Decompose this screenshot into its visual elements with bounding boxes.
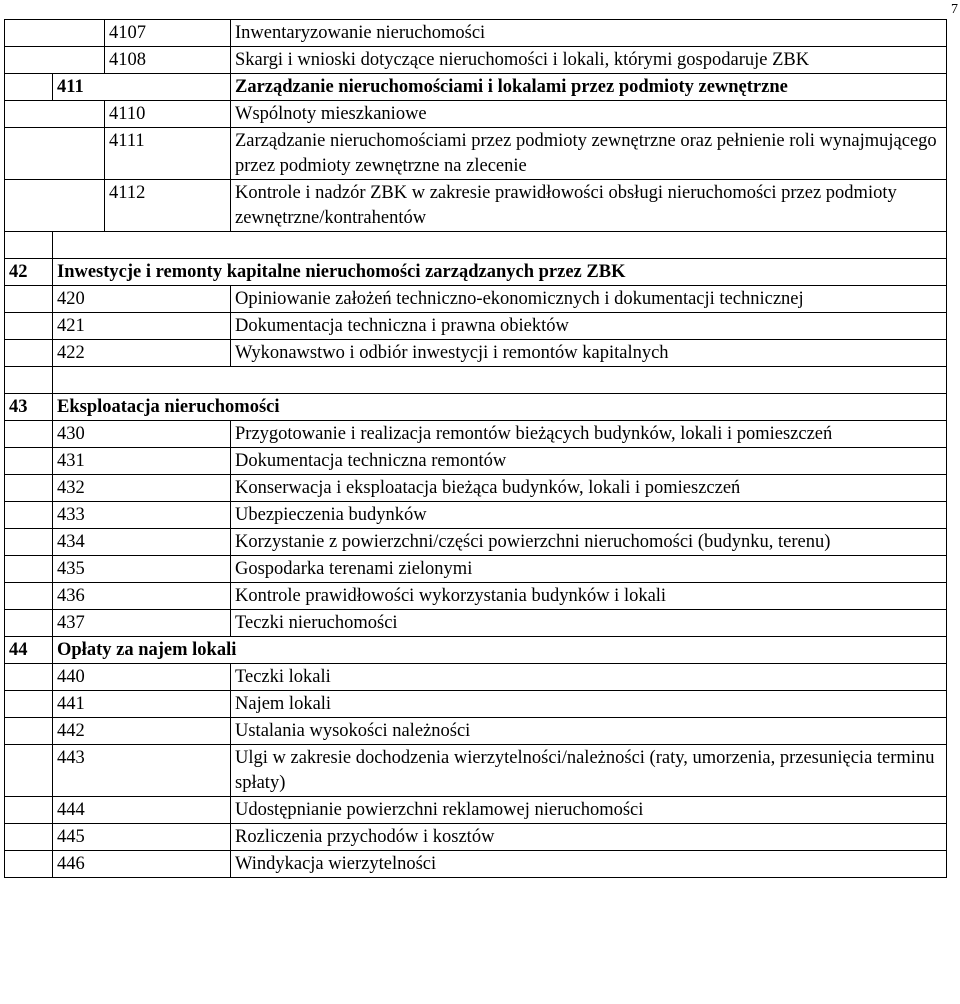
empty-cell (5, 232, 53, 259)
description-cell: Kontrole i nadzór ZBK w zakresie prawidłowości obsługi nieruchomości przez podmioty zewnętrzne/kontrahentów (231, 180, 947, 232)
table-row (5, 502, 947, 529)
code-cell: 4108 (105, 47, 231, 74)
code-cell: 437 (53, 610, 231, 637)
empty-cell (5, 610, 53, 637)
table-row (5, 394, 947, 421)
code-cell: 441 (53, 691, 231, 718)
table-row (5, 718, 947, 745)
description-cell: Ubezpieczenia budynków (231, 502, 947, 529)
table-row (5, 556, 947, 583)
table-row (5, 421, 947, 448)
table-row (5, 47, 947, 74)
description-cell: Wspólnoty mieszkaniowe (231, 101, 947, 128)
description-cell: Opiniowanie założeń techniczno-ekonomicznych i dokumentacji technicznej (231, 286, 947, 313)
description-cell: Gospodarka terenami zielonymi (231, 556, 947, 583)
code-cell: 431 (53, 448, 231, 475)
description-cell: Wykonawstwo i odbiór inwestycji i remontów kapitalnych (231, 340, 947, 367)
code-cell: 421 (53, 313, 231, 340)
empty-cell (5, 745, 53, 797)
empty-cell (5, 421, 53, 448)
table-row (5, 824, 947, 851)
table-row (5, 20, 947, 47)
code-cell: 422 (53, 340, 231, 367)
table-row (5, 448, 947, 475)
description-cell: Udostępnianie powierzchni reklamowej nieruchomości (231, 797, 947, 824)
empty-cell (5, 286, 53, 313)
empty-cell (5, 851, 53, 878)
table-row (5, 128, 947, 180)
description-cell: Kontrole prawidłowości wykorzystania budynków i lokali (231, 583, 947, 610)
classification-table (4, 19, 947, 878)
empty-cell (5, 475, 53, 502)
table-row (5, 259, 947, 286)
empty-cell (5, 556, 53, 583)
description-cell: Teczki lokali (231, 664, 947, 691)
empty-cell (5, 718, 53, 745)
code-cell: 434 (53, 529, 231, 556)
empty-cell (53, 367, 947, 394)
page-number: 7 (951, 2, 958, 17)
table-row (5, 180, 947, 232)
spacer-row (5, 367, 947, 394)
empty-cell (5, 101, 105, 128)
code-cell: 442 (53, 718, 231, 745)
empty-cell (5, 367, 53, 394)
description-cell: Windykacja wierzytelności (231, 851, 947, 878)
code-cell: 43 (5, 394, 53, 421)
description-cell: Korzystanie z powierzchni/części powierzchni nieruchomości (budynku, terenu) (231, 529, 947, 556)
empty-cell (53, 232, 947, 259)
description-cell: Inwestycje i remonty kapitalne nieruchomości zarządzanych przez ZBK (53, 259, 947, 286)
code-cell: 446 (53, 851, 231, 878)
code-cell: 4107 (105, 20, 231, 47)
table-row (5, 340, 947, 367)
empty-cell (5, 824, 53, 851)
empty-cell (5, 502, 53, 529)
description-cell: Dokumentacja techniczna remontów (231, 448, 947, 475)
description-cell: Inwentaryzowanie nieruchomości (231, 20, 947, 47)
empty-cell (5, 664, 53, 691)
table-row (5, 664, 947, 691)
empty-cell (5, 529, 53, 556)
code-cell: 432 (53, 475, 231, 502)
empty-cell (5, 583, 53, 610)
code-cell: 433 (53, 502, 231, 529)
table-row (5, 610, 947, 637)
description-cell: Eksploatacja nieruchomości (53, 394, 947, 421)
table-row (5, 691, 947, 718)
code-cell: 435 (53, 556, 231, 583)
code-cell: 42 (5, 259, 53, 286)
empty-cell (5, 74, 53, 101)
description-cell: Zarządzanie nieruchomościami przez podmioty zewnętrzne oraz pełnienie roli wynajmującego przez podmioty zewnętrzne na zlecenie (231, 128, 947, 180)
table-row (5, 313, 947, 340)
table-row (5, 529, 947, 556)
code-cell: 440 (53, 664, 231, 691)
table-row (5, 286, 947, 313)
table-row (5, 797, 947, 824)
code-cell: 4112 (105, 180, 231, 232)
description-cell: Najem lokali (231, 691, 947, 718)
description-cell: Teczki nieruchomości (231, 610, 947, 637)
empty-cell (5, 448, 53, 475)
empty-cell (5, 797, 53, 824)
code-cell: 443 (53, 745, 231, 797)
code-cell: 411 (53, 74, 231, 101)
description-cell: Rozliczenia przychodów i kosztów (231, 824, 947, 851)
description-cell: Konserwacja i eksploatacja bieżąca budynków, lokali i pomieszczeń (231, 475, 947, 502)
empty-cell (5, 691, 53, 718)
description-cell: Przygotowanie i realizacja remontów bieżących budynków, lokali i pomieszczeń (231, 421, 947, 448)
code-cell: 4111 (105, 128, 231, 180)
table-row (5, 851, 947, 878)
empty-cell (5, 47, 105, 74)
description-cell: Dokumentacja techniczna i prawna obiektów (231, 313, 947, 340)
table-row (5, 475, 947, 502)
code-cell: 444 (53, 797, 231, 824)
code-cell: 430 (53, 421, 231, 448)
empty-cell (5, 313, 53, 340)
description-cell: Ulgi w zakresie dochodzenia wierzytelności/należności (raty, umorzenia, przesunięcia terminu spłaty) (231, 745, 947, 797)
classification-table-body (5, 20, 947, 878)
code-cell: 4110 (105, 101, 231, 128)
description-cell: Zarządzanie nieruchomościami i lokalami przez podmioty zewnętrzne (231, 74, 947, 101)
table-row (5, 101, 947, 128)
code-cell: 436 (53, 583, 231, 610)
table-row (5, 745, 947, 797)
description-cell: Ustalania wysokości należności (231, 718, 947, 745)
empty-cell (5, 180, 105, 232)
description-cell: Opłaty za najem lokali (53, 637, 947, 664)
empty-cell (5, 340, 53, 367)
table-row (5, 583, 947, 610)
empty-cell (5, 128, 105, 180)
code-cell: 445 (53, 824, 231, 851)
code-cell: 44 (5, 637, 53, 664)
table-row (5, 74, 947, 101)
code-cell: 420 (53, 286, 231, 313)
empty-cell (5, 20, 105, 47)
table-row (5, 637, 947, 664)
description-cell: Skargi i wnioski dotyczące nieruchomości i lokali, którymi gospodaruje ZBK (231, 47, 947, 74)
spacer-row (5, 232, 947, 259)
